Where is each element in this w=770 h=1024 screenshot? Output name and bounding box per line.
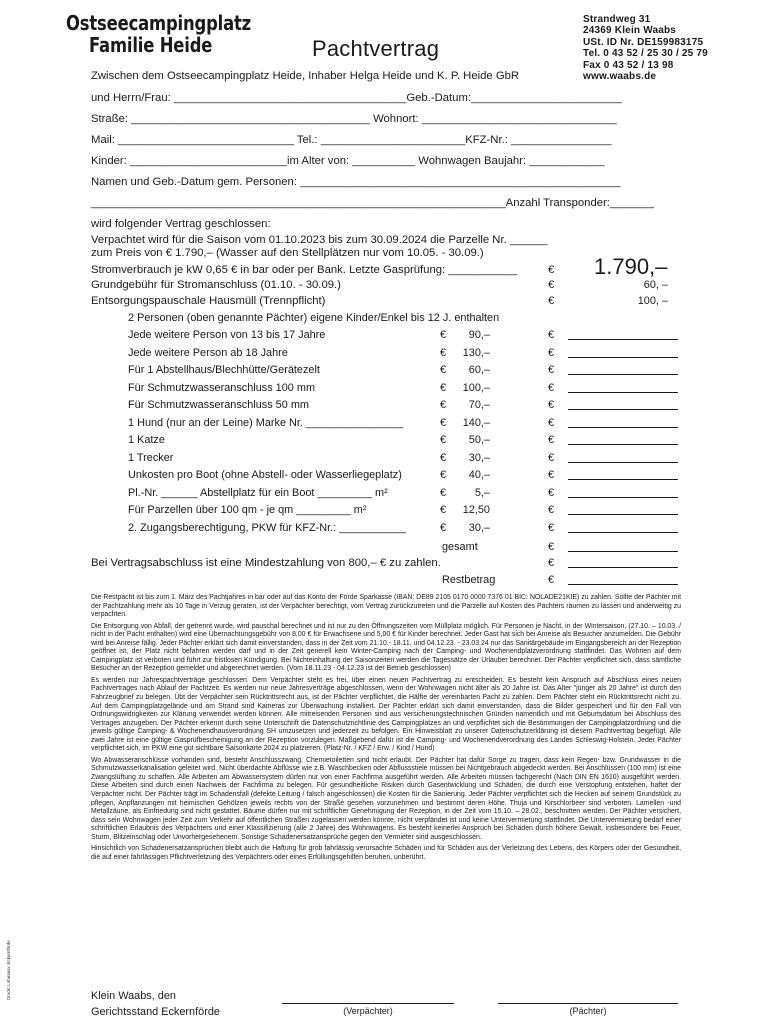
address-block (583, 14, 708, 82)
fee-price: 130,– (462, 347, 490, 359)
fee-amount-field[interactable] (568, 504, 678, 515)
fee-price: 50,– (468, 434, 490, 446)
terms-payment: Die Restpacht ist bis zum 1. März des Pachtjahres in bar oder auf das Konto der Förde Sparkasse (IBAN: DE89 2105 0170 0000 7376 01 BIC: NOLADE21KIE) zu zahlen. Sollte der Pächter mit der Pachtzahlung mehr als 10 Tage in Verzug geraten, ist der Verpächter berechtigt, vom Vertrag zurückzutreten und die Parzelle auf Kosten des Pächters räumen zu lassen und anderweitig zu verpachten. (91, 594, 681, 619)
fee-label: Jede weitere Person von 13 bis 17 Jahre (128, 329, 326, 341)
persons-field[interactable]: Namen und Geb.-Datum gem. Personen: ___________________________________________________ (91, 176, 621, 188)
total-label: gesamt (442, 541, 478, 553)
base-fee-line: Grundgebühr für Stromanschluss (01.10. - 30.09.) (91, 279, 341, 291)
fee-total-currency: € (548, 522, 555, 534)
fee-total-currency: € (548, 452, 555, 464)
lessor-label: (Verpächter) (343, 1006, 393, 1016)
fee-total-currency: € (548, 399, 555, 411)
court-label: Gerichtsstand Eckernförde (91, 1006, 220, 1018)
fee-label: Jede weitere Person ab 18 Jahre (128, 347, 288, 359)
fee-currency: € (440, 434, 447, 446)
fee-amount-field[interactable] (568, 469, 678, 480)
deposit-field[interactable] (568, 557, 678, 568)
fee-currency: € (440, 452, 447, 464)
fee-label: Pl.-Nr. ______ Abstellplatz für ein Boot _________ m² (128, 487, 388, 499)
total-currency: € (548, 541, 555, 553)
fee-total-currency: € (548, 417, 555, 429)
fee-currency: € (440, 399, 447, 411)
rest-label: Restbetrag (442, 574, 496, 586)
fee-amount-field[interactable] (568, 522, 678, 533)
fee-amount-field[interactable] (568, 452, 678, 463)
base-fee-currency: € (548, 279, 555, 291)
fee-price: 140,– (462, 417, 490, 429)
fee-price: 30,– (468, 452, 490, 464)
fee-price: 70,– (468, 399, 490, 411)
brand-line-2: Familie Heide (88, 33, 213, 57)
power-currency: € (548, 264, 555, 276)
address-fax: Fax 0 43 52 / 13 98 (583, 59, 674, 71)
deposit-currency: € (548, 557, 555, 569)
mail-field[interactable]: Mail: ____________________________ Tel.: _______________________KFZ-Nr.: ________________ (91, 134, 612, 146)
fee-price: 40,– (468, 469, 490, 481)
terms-block (91, 594, 681, 865)
fee-currency: € (440, 487, 447, 499)
address-city: 24369 Klein Waabs (583, 25, 677, 37)
address-vat: USt. ID Nr. DE159983175 (583, 36, 704, 48)
fee-amount-field[interactable] (568, 382, 678, 393)
fee-currency: € (440, 329, 447, 341)
terms-liability: Hinsichtlich von Schadenersatzansprüchen bleibt auch die Haftung für grob fahrlässig verursachte Schäden und für Schäden aus der Verletzung des Lebens, des Körpers oder der Gesundheit, die auf einer fahrlässigen Pflichtverletzung des Verpächters oder eines Erfüllungsgehilfen beruhen, unberührt. (91, 845, 681, 861)
between-line: Zwischen dem Ostseecampingplatz Heide, Inhaber Helga Heide und K. P. Heide GbR (91, 70, 520, 82)
fee-currency: € (440, 364, 447, 376)
transponder-field[interactable]: __________________________________________________________________Anzahl Transponder:_______ (91, 197, 654, 209)
fee-amount-field[interactable] (568, 329, 678, 340)
address-phone: Tel. 0 43 52 / 25 30 / 25 79 (583, 48, 708, 60)
lessee-label: (Pächter) (569, 1006, 607, 1016)
fee-total-currency: € (548, 434, 555, 446)
fee-price: 100,– (462, 382, 490, 394)
fee-total-currency: € (548, 329, 555, 341)
price-line: zum Preis von € 1.790,– (Wasser auf den Stellplätzen nur vom 10.05. - 30.09.) (91, 247, 484, 259)
fee-currency: € (440, 469, 447, 481)
place-date-label: Klein Waabs, den (91, 990, 176, 1002)
fee-total-currency: € (548, 364, 555, 376)
fee-total-currency: € (548, 469, 555, 481)
fee-label: 1 Hund (nur an der Leine) Marke Nr. ________________ (128, 417, 403, 429)
fee-total-currency: € (548, 347, 555, 359)
printer-credit: Druck: Lohmann, Eckernförde (6, 940, 11, 1000)
terms-contract-rules: Es werden nur Jahrespachtverträge geschlossen. Dem Verpächter steht es frei, über einen neuen Pachtvertrag zu entscheiden. Es besteht kein Anspruch auf Abschluss eines neuen Pachtvertrages nach Ablauf der Pachtzeit. Es werden nur neue Jahresverträge abgeschlossen, wenn der Wohnwagen nicht älter als 20 Jahre ist. Das Alter "jünger als 20 Jahre" ist durch den Fahrzeugbrief zu belegen. Übt der Verpächter sein Rücktrittsrecht aus, ist der Pächter verpflichtet, die Hälfte der vereinbarten Pacht zu zahlen. Dem Pächter steht ein Rücktrittsrecht nicht zu. Auf dem Campingplatzgelände und am Strand sind Kameras zur Überwachung installiert. Der Pächter erklärt sich damit einverstanden, dass die Bilder gespeichert und für den Fall von Ordnungswidrigkeiten zur Klärung verwendet werden können. Alle mitreisenden Personen sind aus versicherungstechnischen Gründen namentlich und mit Geburtsdatum bei Abschluss des Vertrages anzugeben. Der Pächter erkennt durch seine Unterschrift die Datenschutzrichtlinie des Campingplatzes an und verpflichtet sich die Bestimmungen der Campingplatzordnung und die jeweils gültige Camping- & Wochenendhausverordnung SH umzusetzen und jederzeit zu befolgen. Ein Hinweisblatt zu unserer Datenschutzerklärung ist diesem Pachtvertrag beigefügt. Alle zwei Jahre ist eine gültige Gasprüfbescheinigung an der Rezeption vorzulegen. Maßgebend dafür ist die Camping- und Wochenendverordnung des Landes Schleswig-Holstein. Jeder Pächter verpflichtet sich, im PKW eine gut sichtbare Saisonkarte 2024 zu platzieren. (Platz-Nr. / KFZ / Erw. / Kind / Hund) (91, 676, 681, 753)
fee-label: 1 Trecker (128, 452, 174, 464)
season-line: Verpachtet wird für die Saison vom 01.10.2023 bis zum 30.09.2024 die Parzelle Nr. ______ (91, 234, 548, 246)
fee-total-currency: € (548, 382, 555, 394)
contract-intro: wird folgender Vertrag geschlossen: (91, 218, 271, 230)
fee-price: 90,– (468, 329, 490, 341)
rest-currency: € (548, 574, 555, 586)
deposit-line: Bei Vertragsabschluss ist eine Mindestzahlung von 800,– € zu zahlen. (91, 557, 441, 569)
fee-label: 2. Zugangsberechtigung, PKW für KFZ-Nr.: ___________ (128, 522, 406, 534)
fee-price: 5,– (474, 487, 490, 499)
fee-label: 1 Katze (128, 434, 165, 446)
address-street: Strandweg 31 (583, 14, 651, 25)
fee-label: Für 1 Abstellhaus/Blechhütte/Gerätezelt (128, 364, 320, 376)
waste-currency: € (548, 295, 555, 307)
power-line: Stromverbrauch je kW 0,65 € in bar oder per Bank. Letzte Gasprüfung: ___________ (91, 264, 518, 276)
base-price: 1.790,– (594, 254, 668, 279)
fee-price: 12,50 (462, 504, 490, 516)
fee-currency: € (440, 504, 447, 516)
fee-label: Für Parzellen über 100 qm - je qm _________ m² (128, 504, 367, 516)
document-title: Pachtvertrag (312, 36, 440, 61)
waste-amount: 100, – (637, 295, 668, 307)
fee-currency: € (440, 417, 447, 429)
lessee-signature-line[interactable] (498, 1003, 678, 1004)
fee-amount-field[interactable] (568, 364, 678, 375)
fee-currency: € (440, 382, 447, 394)
fee-price: 60,– (468, 364, 490, 376)
fee-label: Für Schmutzwasseranschluss 50 mm (128, 399, 309, 411)
fee-currency: € (440, 347, 447, 359)
name-field[interactable]: und Herrn/Frau: _____________________________________Geb.-Datum:________________________ (91, 92, 622, 104)
brand-line-1: Ostseecampingplatz (66, 11, 252, 35)
fee-total-currency: € (548, 487, 555, 499)
fee-label: Unkosten pro Boot (ohne Abstell- oder Wasserliegeplatz) (128, 469, 402, 481)
rest-field[interactable] (568, 574, 678, 585)
terms-waste-winter: Die Entsorgung von Abfall, der getrennt wurde, wird pauschal berechnet und ist nur zu den Öffnungszeiten vom Müllplatz möglich. Für Personen je Nacht, in der Wintersaison, (27.10. – 10.03. / nicht in der Pacht enthalten) wird eine Übernachtungsgebühr von 8,00 € für Erwachsene und 5,00 € für Kinder berechnet. Jeder Gast hat sich bei Anreise als Besucher anzumelden. Die Gebühr wird bei Anreise fällig. Jeder Pächter erklärt sich damit einverstanden, dass in der Zeit vom 21.10.- 18.11. und 04.12.23. - 23.03.24 nur das Sanitärgebäude im Eingangsbereich an der Rezeption geöffnet ist, der Platz nicht befahren werden darf und in der Zeit generell kein Winter-Camping nach der Camping- und Wochenendplatzverordnung stattfindet. Das Wohnen auf dem Campingplatz ist verboten und führt zur fristlosen Kündigung. Bei Nichteinhaltung der Saisonzeiten werden die Tagessätze der Urlauber berechnet. Der Pächter verpflichtet sich, dass sämtliche Besucher an der Rezeption gemeldet und abgerechnet werden. (Vom 18.11.23 - 04.12.23 ist der Betrieb geschlossen) (91, 622, 681, 673)
base-fee-amount: 60, – (643, 279, 668, 291)
fee-amount-field[interactable] (568, 399, 678, 410)
fee-amount-field[interactable] (568, 347, 678, 358)
lessor-signature-line[interactable] (282, 1003, 454, 1004)
fee-label: Für Schmutzwasseranschluss 100 mm (128, 382, 316, 394)
included-persons-line: 2 Personen (oben genannte Pächter) eigene Kinder/Enkel bis 12 J. enthalten (128, 312, 500, 324)
fee-price: 30,– (468, 522, 490, 534)
fee-total-currency: € (548, 504, 555, 516)
fee-currency: € (440, 522, 447, 534)
street-field[interactable]: Straße: ______________________________________ Wohnort: _______________________________ (91, 113, 617, 125)
address-web: www.waabs.de (583, 71, 657, 83)
brand-name (66, 12, 251, 56)
waste-line: Entsorgungspauschale Hausmüll (Trennpflicht) (91, 295, 326, 307)
total-field[interactable] (568, 541, 678, 552)
children-field[interactable]: Kinder: _________________________im Alter von: __________ Wohnwagen Baujahr: ____________ (91, 155, 605, 167)
fee-amount-field[interactable] (568, 487, 678, 498)
fee-amount-field[interactable] (568, 434, 678, 445)
terms-wastewater: Wo Abwasseranschlüsse vorhanden sind, besteht Anschlusszwang. Chemietoiletten sind nicht erlaubt. Der Pächter hat dafür Sorge zu tragen, dass kein Regen- bzw. Grundwasser in die Schmutzwasserkanalisation geleitet wird. Nicht überdachte Abflüsse wie z.B. Waschbecken oder Abflussstiele müssen bei Nichtgebrauch abgedeckt werden. Bei Anschlüssen (100 mm) ist eine Zwangslüftung zu schaffen. Alle Arbeiten am Abwassersystem dürfen nur von einer Fachfirma ausgeführt werden. Alle Arbeiten müssen fachgerecht (Nach DIN EN 1610) ausgeführt werden. Diese Arbeiten sind durch einen Nachweis der Fachfirma zu belegen. Für gesundheitliche Risiken durch Gasentwicklung und Schäden, die durch eine Verstopfung entstehen, haftet der Verpächter nicht. Der Pächter trägt im Schadensfall (defekte Leitung / falsch angeschlossen) die Kosten für die Sanierung. Jeder Pächter verpflichtet sich die Hecken auf seinem Grundstück zu pflegen, Anpflanzungen mit heimischen Gehölzen jeweils rechts von der Straße gesehen vorzunehmen und bestimmt deren Höhe. Thuja und Kirschlorbeer sind verboten. Lamellen -und Metallzäune, als Einfriedung sind nicht gestattet. Bäume dürfen nur mit schriftlicher Genehmigung der Rezeption, in der Zeit vom 15.10. – 28.02., beschnitten werden. Der Pächter versichert, dass sein Wohnwagen jeder Zeit zum Verkehr auf öffentlichen Straßen zugelassen werden könnte, nicht verpfändet ist und keine Untervermietung stattfindet. Die Untervermietung bedarf einer schriftlichen Erlaubnis des Verpächters und einer Klassifizierung (alle 2 Jahre) des Wohnwagens. Es besteht keinerlei Anspruch bei Schäden durch höhere Gewalt, insbesondere bei Feuer, Sturm, Blitzeinschlag oder Unvorhergesehenem. Sonstige Schadenersatzansprüche gegen den Vermieter sind ausgeschlossen. (91, 756, 681, 841)
fee-amount-field[interactable] (568, 417, 678, 428)
